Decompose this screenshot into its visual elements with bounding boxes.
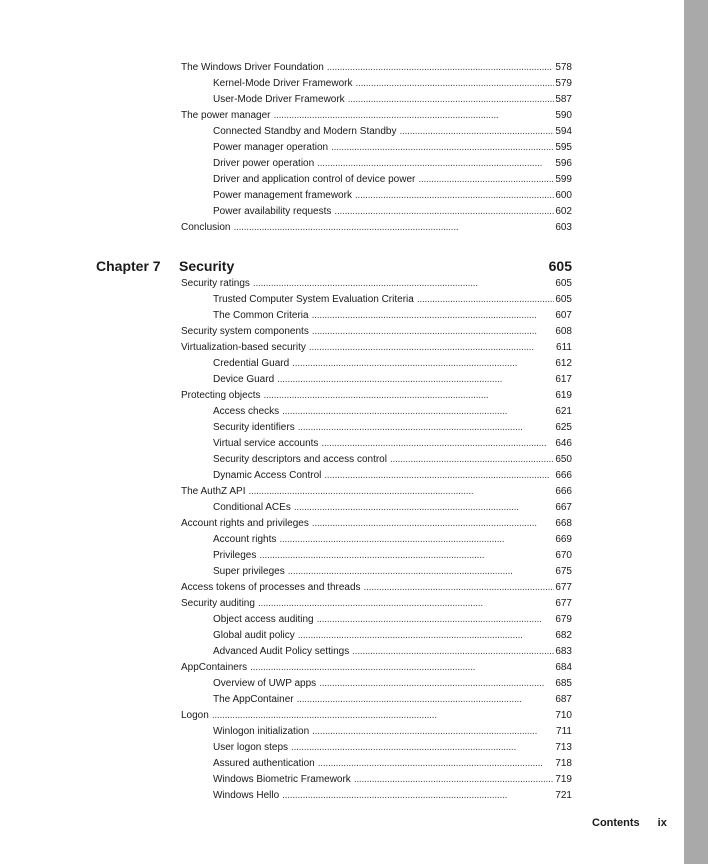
toc-entry-page: 611 [556, 342, 572, 353]
toc-subentry[interactable] [181, 188, 572, 204]
dot-leader [348, 92, 555, 108]
dot-leader [417, 292, 554, 308]
toc-subentry[interactable] [181, 92, 572, 108]
dot-leader [258, 596, 554, 612]
toc-entry-page: 605 [555, 278, 572, 289]
toc-entry-title: Security identifiers [213, 422, 295, 433]
toc-entry-title: The Windows Driver Foundation [181, 62, 324, 73]
toc-subentry[interactable] [181, 772, 572, 788]
toc-entry-title: Global audit policy [213, 630, 295, 641]
toc-entry-title: Trusted Computer System Evaluation Criteria [213, 294, 414, 305]
toc-entry[interactable] [181, 484, 572, 500]
toc-subentry[interactable] [181, 644, 572, 660]
toc-subentry[interactable] [181, 124, 572, 140]
toc-entry-page: 666 [555, 470, 572, 481]
toc-subentry[interactable] [181, 356, 572, 372]
toc-entry-title: Power management framework [213, 190, 352, 201]
dot-leader [334, 204, 554, 220]
toc-entry-page: 713 [555, 742, 572, 753]
toc-subentry[interactable] [181, 724, 572, 740]
toc-entry-page: 711 [556, 726, 572, 737]
toc-entry-title: Power manager operation [213, 142, 329, 153]
toc-subentry[interactable] [181, 740, 572, 756]
toc-subentry[interactable] [181, 500, 572, 516]
toc-entry-page: 675 [555, 566, 572, 577]
toc-subentry[interactable] [181, 204, 572, 220]
toc-entry-title: The AuthZ API [181, 486, 246, 497]
toc-entry-title: Credential Guard [213, 358, 290, 369]
toc-subentry[interactable] [181, 372, 572, 388]
toc-entry-page: 621 [555, 406, 572, 417]
footer-page-number: ix [657, 817, 667, 829]
toc-entry-page: 579 [555, 78, 572, 89]
toc-entry-page: 603 [555, 222, 572, 233]
toc-entry-page: 677 [555, 582, 572, 593]
toc-entry[interactable] [181, 580, 572, 596]
toc-subentry[interactable] [181, 532, 572, 548]
dot-leader [309, 340, 555, 356]
dot-leader [318, 756, 555, 772]
toc-entry-title: Conclusion [181, 222, 231, 233]
toc-entry-title: Security system components [181, 326, 309, 337]
toc-entry-title: Conditional ACEs [213, 502, 291, 513]
page-edge-gutter [684, 0, 708, 864]
toc-entry-page: 619 [555, 390, 572, 401]
toc-entry-page: 594 [555, 126, 572, 137]
toc-entry-page: 668 [555, 518, 572, 529]
toc-subentry[interactable] [181, 156, 572, 172]
dot-leader [292, 356, 554, 372]
toc-entry-title: Account rights [213, 534, 277, 545]
dot-leader [294, 500, 554, 516]
toc-entry[interactable] [181, 516, 572, 532]
toc-entry[interactable] [181, 276, 572, 292]
toc-entry-title: Account rights and privileges [181, 518, 309, 529]
dot-leader [355, 188, 554, 204]
toc-entry-title: Virtual service accounts [213, 438, 319, 449]
toc-subentry[interactable] [181, 676, 572, 692]
toc-entry-title: Access checks [213, 406, 280, 417]
toc-subentry[interactable] [181, 292, 572, 308]
toc-entry-page: 677 [555, 598, 572, 609]
toc-subentry[interactable] [181, 404, 572, 420]
table-of-contents [96, 60, 572, 804]
toc-entry-page: 667 [555, 502, 572, 513]
toc-entry-page: 595 [555, 142, 572, 153]
dot-leader [364, 580, 555, 596]
chapter-page-number: 605 [548, 258, 572, 274]
toc-entry-title: Virtualization-based security [181, 342, 306, 353]
toc-subentry[interactable] [181, 692, 572, 708]
toc-entry-title: Access tokens of processes and threads [181, 582, 361, 593]
dot-leader [352, 644, 554, 660]
page-footer [592, 817, 667, 829]
chapter-title: Security [179, 258, 235, 274]
dot-leader [312, 516, 554, 532]
toc-entry-title: The power manager [181, 110, 271, 121]
toc-entry-page: 682 [555, 630, 572, 641]
footer-label: Contents [592, 817, 640, 829]
dot-leader [312, 324, 554, 340]
toc-entry-title: The Common Criteria [213, 310, 309, 321]
toc-entry-page: 685 [555, 678, 572, 689]
toc-entry-title: The AppContainer [213, 694, 294, 705]
dot-leader [279, 532, 554, 548]
dot-leader [291, 740, 554, 756]
toc-entry-page: 607 [555, 310, 572, 321]
toc-entry-title: Dynamic Access Control [213, 470, 322, 481]
toc-entry-page: 687 [555, 694, 572, 705]
dot-leader [282, 404, 554, 420]
toc-entry-title: Winlogon initialization [213, 726, 310, 737]
toc-entry-title: Assured authentication [213, 758, 315, 769]
toc-entry-title: Security descriptors and access control [213, 454, 387, 465]
toc-entry-title: Advanced Audit Policy settings [213, 646, 350, 657]
toc-entry-page: 721 [555, 790, 572, 801]
toc-subentry[interactable] [181, 308, 572, 324]
toc-entry-page: 599 [555, 174, 572, 185]
dot-leader [399, 124, 554, 140]
toc-entry-title: Object access auditing [213, 614, 314, 625]
toc-entry-title: Windows Biometric Framework [213, 774, 351, 785]
dot-leader [282, 788, 554, 804]
toc-entry-page: 670 [555, 550, 572, 561]
toc-entry[interactable] [181, 108, 572, 124]
dot-leader [312, 724, 555, 740]
toc-entry-page: 602 [555, 206, 572, 217]
dot-leader [390, 452, 554, 468]
toc-subentry[interactable] [181, 788, 572, 804]
toc-entry[interactable] [181, 596, 572, 612]
toc-entry-page: 666 [555, 486, 572, 497]
toc-subentry[interactable] [181, 140, 572, 156]
dot-leader [324, 468, 554, 484]
dot-leader [250, 660, 554, 676]
toc-subentry[interactable] [181, 468, 572, 484]
toc-subentry[interactable] [181, 436, 572, 452]
toc-entry-title: Connected Standby and Modern Standby [213, 126, 397, 137]
toc-list-chapter-7 [181, 276, 572, 804]
toc-entry-title: User logon steps [213, 742, 289, 753]
dot-leader [212, 708, 555, 724]
dot-leader [274, 108, 555, 124]
toc-entry-page: 646 [555, 438, 572, 449]
dot-leader [297, 692, 555, 708]
dot-leader [298, 420, 555, 436]
toc-entry-title: Security auditing [181, 598, 255, 609]
dot-leader [354, 772, 555, 788]
toc-entry-page: 600 [555, 190, 572, 201]
toc-entry-page: 650 [555, 454, 572, 465]
toc-entry-title: Windows Hello [213, 790, 280, 801]
toc-subentry[interactable] [181, 612, 572, 628]
dot-leader [317, 612, 555, 628]
toc-entry-page: 683 [555, 646, 572, 657]
toc-entry-title: Driver power operation [213, 158, 315, 169]
toc-subentry[interactable] [181, 564, 572, 580]
dot-leader [248, 484, 554, 500]
toc-entry-title: Power availability requests [213, 206, 332, 217]
toc-entry-page: 596 [555, 158, 572, 169]
toc-entry-page: 719 [555, 774, 572, 785]
toc-entry-title: Kernel-Mode Driver Framework [213, 78, 353, 89]
toc-entry-title: Driver and application control of device power [213, 174, 416, 185]
toc-entry-title: Privileges [213, 550, 257, 561]
toc-entry-page: 684 [555, 662, 572, 673]
dot-leader [253, 276, 554, 292]
toc-entry-page: 718 [555, 758, 572, 769]
dot-leader [233, 220, 554, 236]
dot-leader [264, 388, 555, 404]
toc-entry-page: 590 [555, 110, 572, 121]
toc-entry-page: 710 [555, 710, 572, 721]
toc-entry-title: Protecting objects [181, 390, 261, 401]
toc-subentry[interactable] [181, 452, 572, 468]
dot-leader [327, 60, 554, 76]
toc-entry-page: 578 [555, 62, 572, 73]
toc-entry-page: 587 [555, 94, 572, 105]
dot-leader [277, 372, 554, 388]
dot-leader [317, 156, 554, 172]
toc-entry[interactable] [181, 220, 572, 236]
toc-entry[interactable] [181, 708, 572, 724]
toc-entry-page: 608 [555, 326, 572, 337]
toc-entry-title: Super privileges [213, 566, 285, 577]
dot-leader [418, 172, 554, 188]
toc-subentry[interactable] [181, 628, 572, 644]
toc-subentry[interactable] [181, 420, 572, 436]
toc-entry[interactable] [181, 388, 572, 404]
toc-entry-title: Security ratings [181, 278, 250, 289]
toc-entry-title: User-Mode Driver Framework [213, 94, 345, 105]
dot-leader [298, 628, 555, 644]
dot-leader [288, 564, 555, 580]
chapter-heading[interactable] [96, 256, 572, 276]
toc-entry-title: Logon [181, 710, 209, 721]
toc-entry[interactable] [181, 660, 572, 676]
toc-entry-page: 625 [555, 422, 572, 433]
toc-subentry[interactable] [181, 548, 572, 564]
toc-subentry[interactable] [181, 76, 572, 92]
dot-leader [355, 76, 554, 92]
toc-entry-page: 679 [555, 614, 572, 625]
toc-subentry[interactable] [181, 172, 572, 188]
toc-entry[interactable] [181, 60, 572, 76]
toc-entry-page: 617 [555, 374, 572, 385]
toc-list-previous-chapter [181, 60, 572, 236]
toc-entry[interactable] [181, 324, 572, 340]
dot-leader [319, 676, 554, 692]
dot-leader [331, 140, 554, 156]
toc-subentry[interactable] [181, 756, 572, 772]
toc-entry-page: 605 [555, 294, 572, 305]
toc-entry-page: 612 [555, 358, 572, 369]
toc-entry[interactable] [181, 340, 572, 356]
dot-leader [312, 308, 555, 324]
toc-entry-title: Device Guard [213, 374, 275, 385]
toc-entry-page: 669 [555, 534, 572, 545]
chapter-number: Chapter 7 [96, 258, 161, 274]
toc-entry-title: Overview of UWP apps [213, 678, 317, 689]
dot-leader [259, 548, 554, 564]
toc-entry-title: AppContainers [181, 662, 248, 673]
dot-leader [321, 436, 554, 452]
